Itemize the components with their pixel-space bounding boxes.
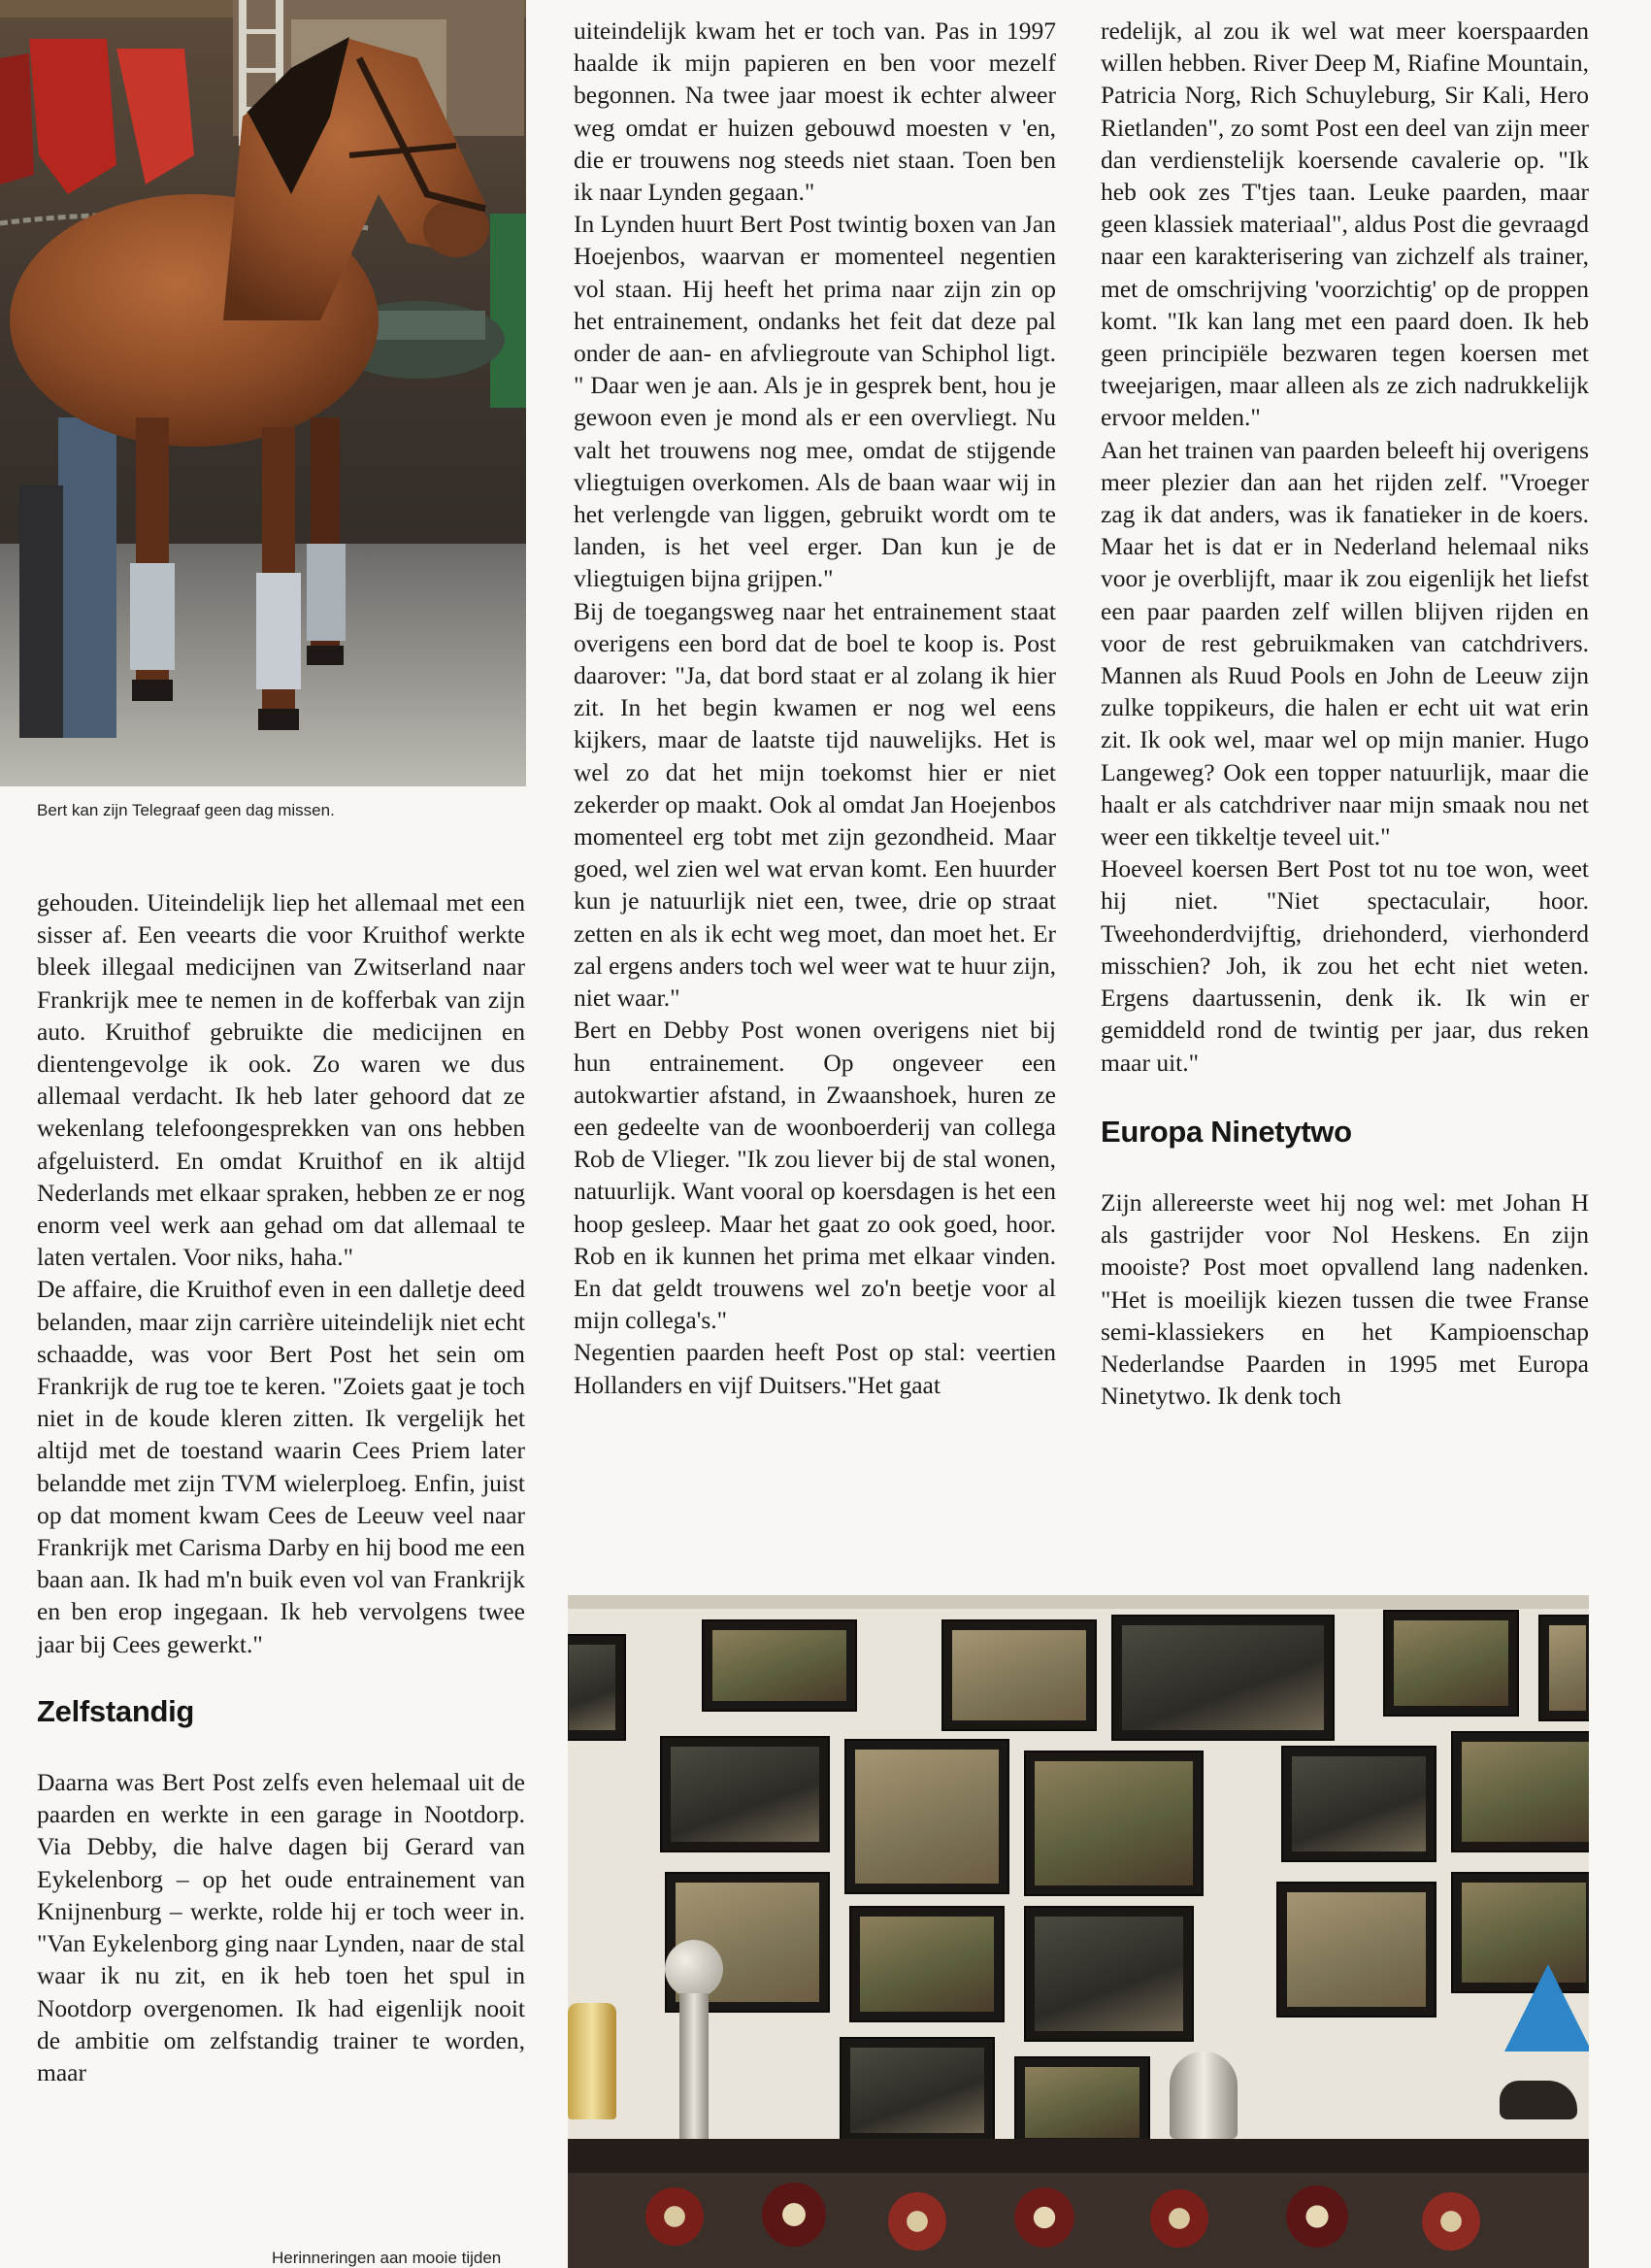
col1-paragraph-2: De affaire, die Kruithof even in een dalletje deed belanden, maar zijn carrière uiteindelijk niet echt schaadde, was voor Bert Post het sein om Frankrijk de rug toe te keren. "Zoiets gaat je toch niet in de koude kleren zitten. Ik vergelijk het altijd met de toestand waarin Cees Priem later belandde met zijn TVM wielerploeg. Enfin, juist op dat moment kwam Cees de Leeuw veel naar Frankrijk met Carisma Darby en hij bood me een baan aan. Ik had m'n buik even vol van Frankrijk en ben erop ingegaan. Ik heb vervolgens twee jaar bij Cees gewerkt." (37, 1275, 525, 1658)
horse-photo (0, 0, 526, 786)
framed-photo (1383, 1610, 1519, 1717)
framed-photo (702, 1619, 857, 1712)
trophy-icon (679, 1993, 709, 2139)
col2-paragraph-2: In Lynden huurt Bert Post twintig boxen van Jan Hoejenbos, waarvan er momenteel negentien vol staan. Hij heeft het prima naar zijn zin op het entrainement, ondanks het feit dat deze pal onder de aan- en afvliegroute van Schiphol ligt. " Daar wen je aan. Als je in gesprek bent, hou je gewoon even je mond als er een overvliegt. Nu valt het trouwens nog mee, omdat de stijgende vliegtuigen overkomen. Als de baan waar wij in het verlengde van liggen, gebruikt wordt om te landen, is het veel erger. Dan kun je de vliegtuigen bijna grijpen." (574, 210, 1056, 593)
rosette-icon (762, 2183, 826, 2247)
col3-paragraph-3: Hoeveel koersen Bert Post tot nu toe won, weet hij niet. "Niet spectaculair, hoor. Tweehonderdvijftig, driehonderd, vierhonderd misschien? Joh, ik zou het echt niet weten. Ergens daartussenin, denk ik. Ik win er gemiddeld rond de twintig per jaar, dus reken maar uit." (1101, 854, 1589, 1077)
rosette-icon (1286, 2185, 1348, 2248)
col2-paragraph-5: Negentien paarden heeft Post op stal: veertien Hollanders en vijf Duitsers."Het gaat (574, 1338, 1056, 1399)
framed-photo (660, 1736, 830, 1852)
column-2 (574, 15, 1056, 1401)
trophy-icon (568, 2003, 616, 2119)
ceiling-strip (568, 1595, 1589, 1609)
trophy-icon (1170, 2051, 1238, 2139)
pennant-icon (1504, 1964, 1589, 2051)
subheading-europa-ninetytwo: Europa Ninetytwo (1101, 1114, 1352, 1149)
column-3 (1101, 15, 1589, 1412)
col2-paragraph-3: Bij de toegangsweg naar het entrainement staat overigens een bord dat de boel te koop is. Post daarover: "Ja, dat bord staat er al zolang ik hier zit. In het begin kwamen er nog wel eens kijkers, maar de laatste tijd nauwelijks. Het is wel zo dat het mijn toekomst hier er niet zekerder op maakt. Ook al omdat Jan Hoejenbos momenteel erg tobt met zijn gezondheid. Maar goed, wel zien wel wat ervan komt. Een huurder kun je natuurlijk niet een, twee, drie op straat zetten en als ik echt weg moet, dan moet het. Er zal ergens anders toch wel weer wat te huur zijn, niet waar." (574, 596, 1056, 1013)
framed-photo (568, 1634, 626, 1741)
framed-photo (849, 1906, 1005, 2022)
framed-photo (1538, 1615, 1589, 1721)
rosette-icon (1422, 2192, 1480, 2251)
rosette-icon (645, 2187, 704, 2246)
col3-paragraph-1: redelijk, al zou ik wel wat meer koerspaarden willen hebben. River Deep M, Riafine Mountain, Patricia Norg, Rich Schuyleburg, Sir Kali, Hero Rietlanden", zo somt Post een deel van zijn meer dan verdienstelijk koersende cavalerie op. "Ik heb ook zes T'tjes taan. Leuke paarden, maar geen klassiek materiaal", aldus Post die gevraagd naar een karakterisering van zichzelf als trainer, met de omschrijving 'voorzichtig' op de proppen komt. "Ik kan lang met een paard doen. Ik heb geen principiële bezwaren tegen koersen met tweejarigen, maar alleen als ze zich nadrukkelijk ervoor melden." (1101, 17, 1589, 432)
rosette-icon (1014, 2187, 1074, 2248)
framed-photo (840, 2037, 995, 2144)
framed-photo (1451, 1731, 1589, 1852)
framed-photo (1111, 1615, 1335, 1741)
framed-photo (1281, 1746, 1436, 1862)
bottom-caption: Herinneringen aan mooie tijden (272, 2249, 502, 2267)
wall-photo (568, 1595, 1589, 2268)
trophy-globe-icon (665, 1940, 723, 1998)
col3-paragraph-4: Zijn allereerste weet hij nog wel: met Johan H als gastrijder voor Nol Heskens. En zijn mooiste? Post moet opvallend lang nadenken. "Het is moeilijk kiezen tussen die twee Franse semi-klassiekers en het Kampioenschap Nederlandse Paarden in 1995 met Europa Ninetytwo. Ik denk toch (1101, 1187, 1589, 1411)
col3-paragraph-2: Aan het trainen van paarden beleeft hij overigens meer plezier dan aan het rijden zelf. "Vroeger zag ik dat anders, was ik fanatieker in de koers. Maar het is dat er in Nederland helemaal niks voor je overblijft, maar ik zou eigenlijk het liefst een paar paarden zelf willen blijven rijden en voor de rest gebruikmaken van catchdrivers. Mannen als Ruud Pools en John de Leeuw zijn zulke toppikeurs, die halen er echt uit wat erin zit. Ik ook wel, maar wel op mijn manier. Hugo Langeweg? Ook een topper natuurlijk, maar die haalt er als catchdriver naar mijn smaak nou net weer een tikkeltje teveel uit." (1101, 435, 1589, 851)
photo-caption: Bert kan zijn Telegraaf geen dag missen. (37, 801, 335, 819)
col1-paragraph-1: gehouden. Uiteindelijk liep het allemaal met een sisser af. Een veearts die voor Kruithof werkte bleek illegaal medicijnen van Zwitserland naar Frankrijk mee te nemen in de kofferbak van zijn auto. Kruithof gebruikte die medicijnen en dientengevolge ik ook. Zo waren we dus allemaal verdacht. Ik heb later gehoord dat ze wekenlang telefoongesprekken van ons hebben afgeluisterd. En omdat Kruithof en ik altijd Nederlands met elkaar spraken, hebben ze er nog enorm veel werk aan gehad om dat allemaal te laten vertalen. Voor niks, haha." (37, 888, 525, 1272)
col2-paragraph-4: Bert en Debby Post wonen overigens niet bij hun entrainement. Op ongeveer een autokwartier afstand, in Zwaanshoek, huren ze een gedeelte van de woonboerderij van collega Rob de Vlieger. "Ik zou liever bij de stal wonen, natuurlijk. Want vooral op koersdagen is het een hoop gesleep. Maar het gaat zo ook goed, hoor. Rob en ik kunnen het prima met elkaar vinden. En dat geldt trouwens wel zo'n beetje voor al mijn collega's." (574, 1016, 1056, 1335)
shelf (568, 2139, 1589, 2173)
col1-paragraph-3: Daarna was Bert Post zelfs even helemaal uit de paarden en werkte in een garage in Nootdorp. Via Debby, die halve dagen bij Gerard van Eykelenborg – op het oude entrainement van Knijnenburg – werkte, rolde hij er toch weer in. "Van Eykelenborg ging naar Lynden, naar de stal waar ik nu zit, en ik heb toen het spul in Nootdorp overgenomen. Ik had eigenlijk nooit de ambitie om zelfstandig trainer te worden, maar (37, 1768, 525, 2086)
col2-paragraph-1: uiteindelijk kwam het er toch van. Pas in 1997 haalde ik mijn papieren en ben voor mezelf begonnen. Na twee jaar moest ik echter alweer weg omdat er huizen gebouwd moesten v 'en, die er trouwens nog steeds niet staan. Toen ben ik naar Lynden gegaan." (574, 17, 1056, 207)
rosette-icon (1150, 2189, 1208, 2248)
framed-photo (1024, 1751, 1204, 1896)
rosette-icon (888, 2192, 946, 2251)
horse-figurine-icon (1500, 2081, 1577, 2119)
framed-photo (941, 1619, 1097, 1731)
subheading-zelfstandig: Zelfstandig (37, 1693, 195, 1728)
framed-photo (844, 1739, 1009, 1894)
framed-photo (1014, 2056, 1150, 2149)
column-1 (37, 886, 525, 2088)
framed-photo (1276, 1882, 1436, 2018)
framed-photo (1024, 1906, 1194, 2042)
